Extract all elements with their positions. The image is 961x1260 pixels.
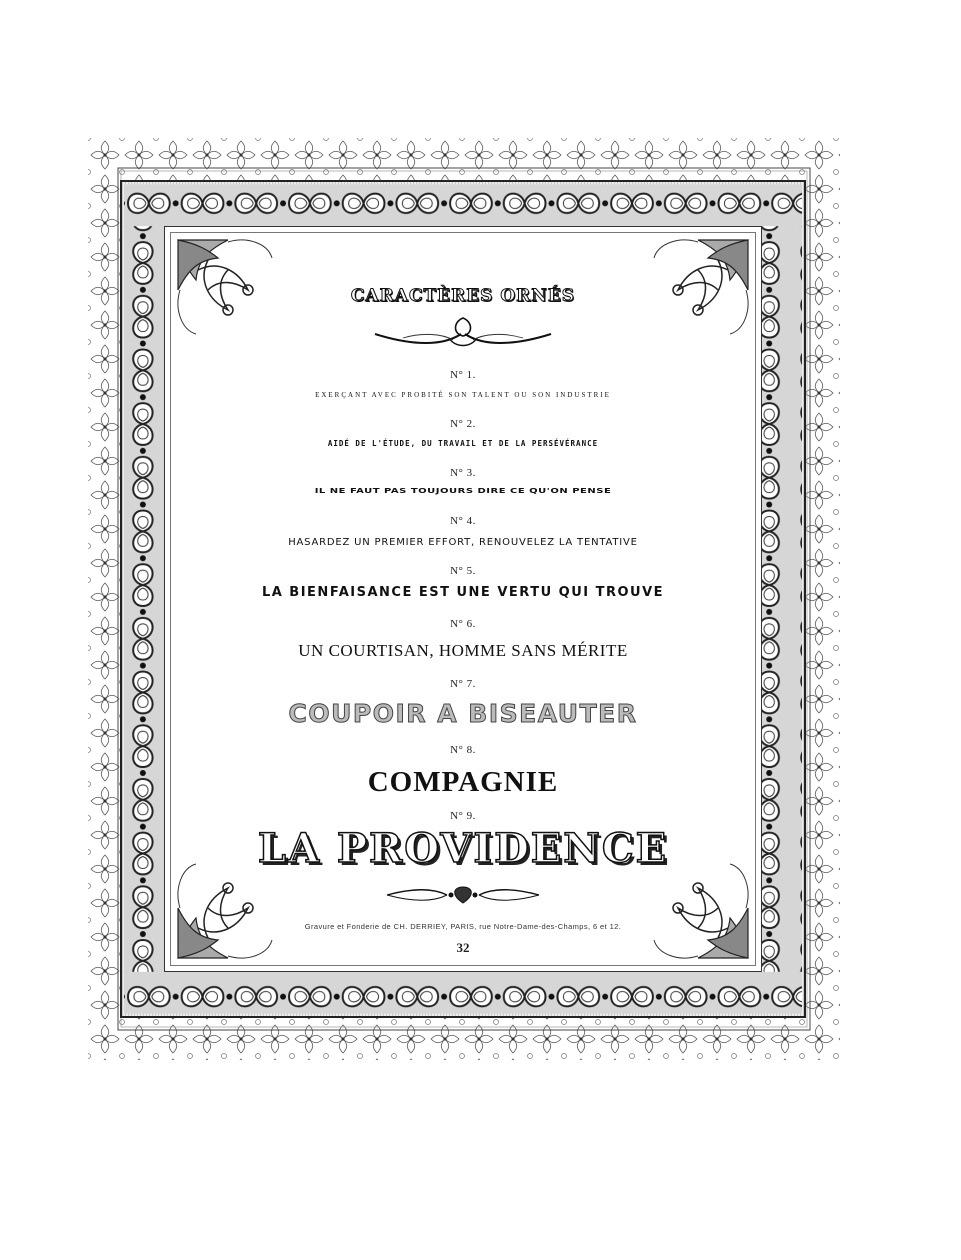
- specimen-number: N° 3.: [450, 467, 476, 479]
- title-flourish-icon: [373, 312, 553, 352]
- specimen-line-8: COMPAGNIE: [367, 766, 559, 798]
- specimen-number: N° 5.: [450, 565, 476, 577]
- imprint-line: Gravure et Fonderie de CH. DERRIEY, PARIS, rue Notre-Dame-des-Champs, 6 et 12.: [304, 922, 622, 931]
- page-title: CARACTÈRES ORNÉS: [350, 286, 576, 306]
- specimen-line-5: LA BIENFAISANCE EST UNE VERTU QUI TROUVE: [261, 585, 665, 600]
- specimen-number: N° 6.: [450, 618, 476, 630]
- specimen-number: N° 4.: [450, 515, 476, 527]
- specimen-line-9: LA PROVIDENCE: [257, 825, 669, 872]
- page-number: 32: [456, 940, 470, 955]
- specimen-number: N° 2.: [450, 418, 476, 430]
- specimen-line-1: EXERÇANT AVEC PROBITÉ SON TALENT OU SON INDUSTRIE: [315, 391, 611, 399]
- specimen-number: N° 1.: [450, 369, 476, 381]
- specimen-line-4: HASARDEZ UN PREMIER EFFORT, RENOUVELEZ LA TENTATIVE: [288, 537, 638, 548]
- specimen-number: N° 9.: [450, 810, 476, 822]
- specimen-number: N° 7.: [450, 678, 476, 690]
- bottom-flourish-icon: [383, 884, 543, 906]
- specimen-line-7: COUPOIR A BISEAUTER: [288, 699, 638, 728]
- specimen-line-2: AIDÉ DE L'ÉTUDE, DU TRAVAIL ET DE LA PERSÉVÉRANCE: [327, 439, 599, 448]
- specimen-line-6: UN COURTISAN, HOMME SANS MÉRITE: [298, 641, 628, 660]
- specimen-line-3: IL NE FAUT PAS TOUJOURS DIRE CE QU'ON PENSE: [314, 487, 612, 496]
- specimen-number: N° 8.: [450, 744, 476, 756]
